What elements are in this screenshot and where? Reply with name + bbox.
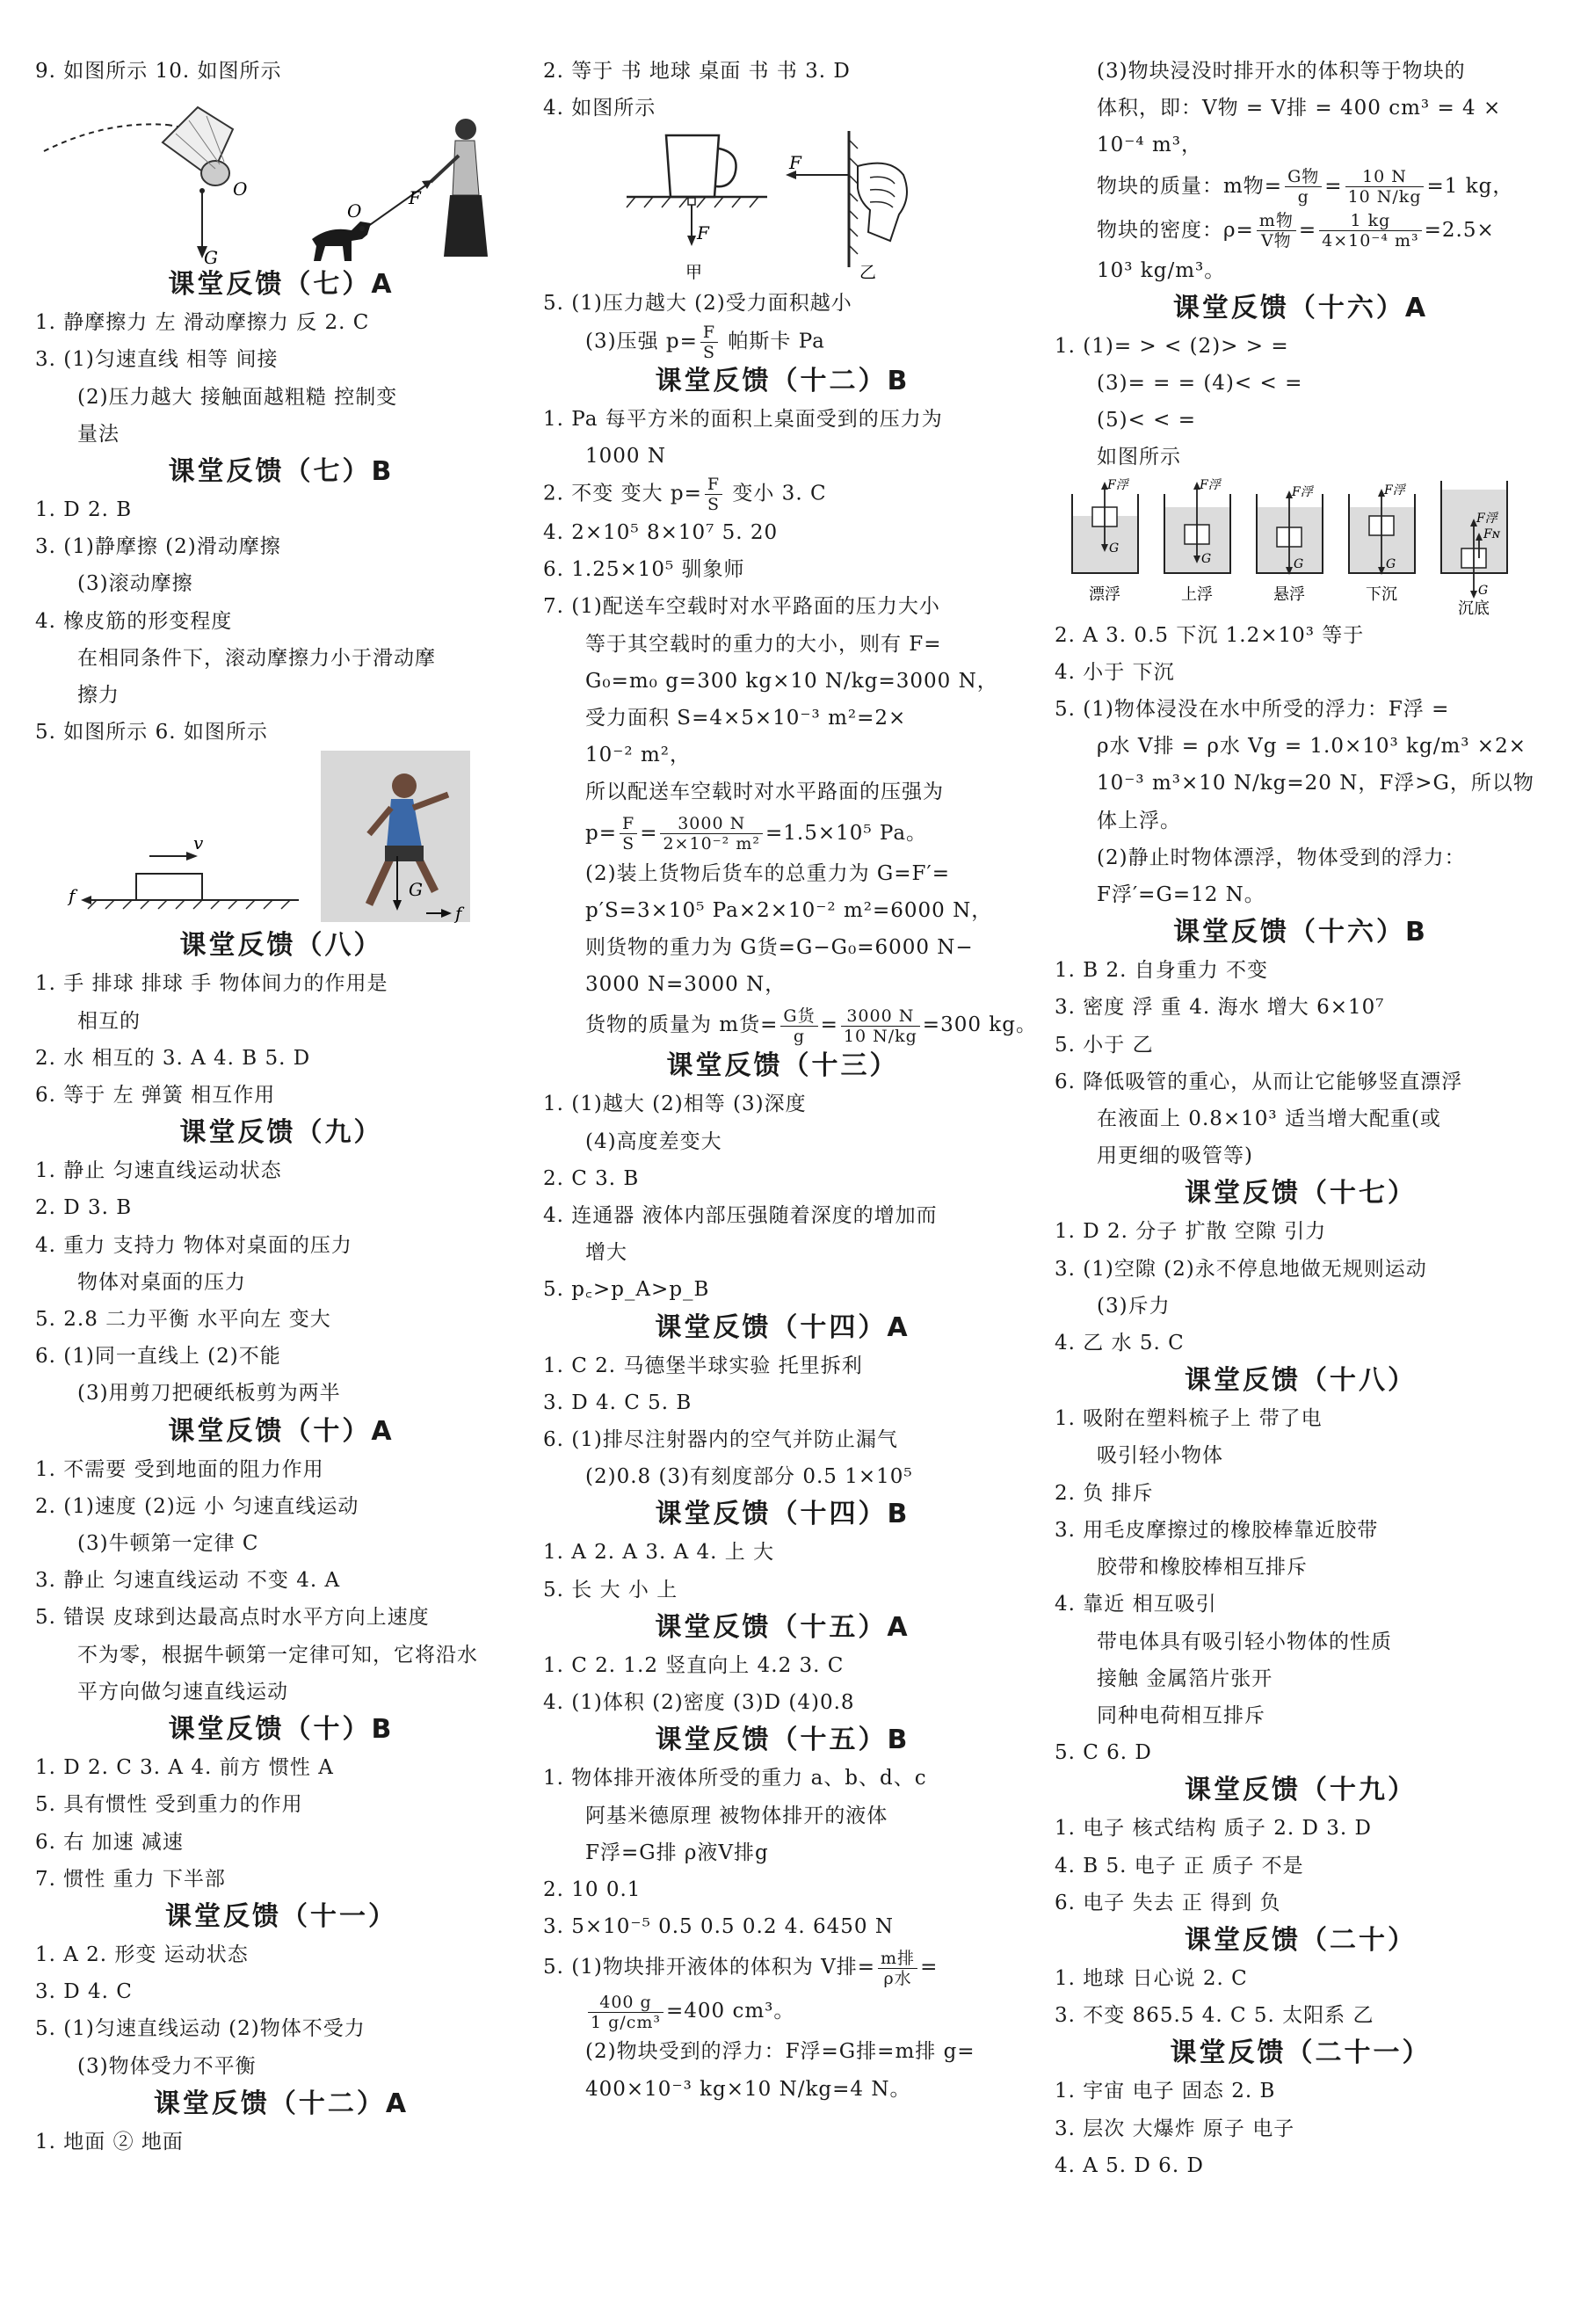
column-3 (1055, 53, 1547, 2184)
label-f: f (69, 885, 76, 907)
answer-line: 10⁻⁴ m³， (1097, 134, 1202, 157)
answer-line: (2)物块受到的浮力：F浮=G排=m排 g= (585, 2040, 975, 2064)
answer-line: 量法 (77, 422, 120, 446)
numerator: G物 (1285, 167, 1322, 187)
label-f-2: f (455, 903, 462, 925)
beaker-sunk (1441, 481, 1507, 599)
answer-line: 10⁻² m²， (585, 744, 691, 767)
caption-jia: 甲 (685, 263, 703, 283)
beaker-floating (1072, 478, 1138, 573)
answer-line: F浮′=G=12 N。 (1097, 883, 1265, 907)
answer-line: 在液面上 0.8×10³ 适当增大配重(或 (1097, 1108, 1441, 1131)
section-heading: 课堂反馈（十五）B (655, 1725, 910, 1756)
answer-line: 2. 负 排斥 (1055, 1481, 1154, 1505)
answer-line: 3. 静止 匀速直线运动 不变 4. A (35, 1569, 341, 1593)
answer-line: 4. B 5. 电子 正 质子 不是 (1055, 1854, 1304, 1877)
label-f: F (409, 187, 421, 209)
answer-line: 2. (1)速度 (2)远 小 匀速直线运动 (35, 1494, 359, 1518)
answer-line: 1. (1)= > < (2)> > = (1055, 334, 1289, 358)
section-heading: 课堂反馈（十二）B (655, 365, 910, 396)
answer-line: 1. D 2. C 3. A 4. 前方 惯性 A (35, 1756, 334, 1780)
denominator: 1 g/cm³ (591, 2012, 661, 2032)
answer-line-formula (543, 1003, 1037, 1047)
denominator: 10 N/kg (1347, 187, 1422, 207)
answer-line: 5. 长 大 小 上 (543, 1578, 678, 1601)
label-g: G (1109, 541, 1120, 556)
fraction (1257, 211, 1296, 251)
denominator: 2×10⁻² m² (663, 834, 760, 854)
answer-line: 4. 2×10⁵ 8×10⁷ 5. 20 (543, 521, 779, 545)
answer-line: 3. 不变 865.5 4. C 5. 太阳系 乙 (1055, 2004, 1374, 2028)
section-heading: 课堂反馈（十）A (168, 1415, 395, 1447)
answer-line: 1. 静止 匀速直线运动状态 (35, 1159, 282, 1183)
numerator: m物 (1257, 211, 1296, 231)
answer-line: 1. D 2. B (35, 498, 133, 522)
numerator: 400 g (588, 1993, 663, 2013)
answer-line-formula (543, 1945, 1022, 1989)
section-heading: 课堂反馈（十五）A (655, 1611, 910, 1643)
numerator: F (700, 323, 718, 343)
answer-line: 1. A 2. 形变 运动状态 (35, 1943, 249, 1966)
answer-line: 5. 2.8 二力平衡 水平向左 变大 (35, 1308, 331, 1332)
formula-text: p= (585, 821, 617, 845)
fraction (620, 814, 637, 853)
answer-line: (2)压力越大 接触面越粗糙 控制变 (77, 385, 398, 409)
answer-line: 6. 右 加速 减速 (35, 1830, 184, 1854)
answer-line: (2)装上货物后货车的总重力为 G=F′= (585, 861, 950, 885)
caption-yi: 乙 (859, 263, 877, 283)
section-heading: 课堂反馈（十）B (168, 1714, 395, 1746)
answer-line: 2. A 3. 0.5 下沉 1.2×10³ 等于 (1055, 623, 1365, 647)
answer-line: F浮=G排 ρ液V排g (585, 1841, 769, 1864)
section-heading: 课堂反馈（十四）A (655, 1311, 910, 1343)
fraction (841, 1006, 920, 1046)
answer-line: 3. 密度 浮 重 4. 海水 增大 6×10⁷ (1055, 996, 1385, 1020)
answer-line: 1. 手 排球 排球 手 物体间力的作用是 (35, 972, 388, 996)
answer-line: 受力面积 S=4×5×10⁻³ m²=2× (585, 707, 907, 730)
formula-text: 5. (1)物块排开液体的体积为 V排= (543, 1956, 876, 1979)
answer-line: 9. 如图所示 10. 如图所示 (35, 60, 282, 83)
denominator: S (707, 495, 720, 515)
numerator: G货 (780, 1006, 817, 1027)
formula-text: 帕斯卡 Pa (721, 330, 825, 353)
answer-line: 同种电荷相互排斥 (1097, 1703, 1265, 1727)
formula-text: = (820, 1013, 838, 1037)
section-heading: 课堂反馈（九） (179, 1117, 383, 1149)
caption-state: 沉底 (1458, 599, 1490, 617)
numerator: 1 kg (1319, 211, 1422, 231)
numerator: 3000 N (841, 1006, 920, 1027)
answer-line: 7. (1)配送车空载时对水平路面的压力大小 (543, 595, 940, 619)
section-heading: 课堂反馈（二十一） (1170, 2037, 1432, 2069)
label-f-2: F (789, 152, 801, 174)
label-ffu: F浮 (1200, 477, 1221, 492)
answer-line: 4. (1)体积 (2)密度 (3)D (4)0.8 (543, 1691, 855, 1715)
answer-line: 2. D 3. B (35, 1196, 133, 1220)
answer-line: 2. 水 相互的 3. A 4. B 5. D (35, 1046, 311, 1070)
beaker-rising (1164, 478, 1230, 573)
answer-line: G₀=m₀ g=300 kg×10 N/kg=3000 N， (585, 669, 998, 693)
answer-line: 增大 (585, 1241, 627, 1265)
label-o-2: O (347, 200, 362, 222)
answer-line: 3. 用毛皮摩擦过的橡胶棒靠近胶带 (1055, 1518, 1379, 1542)
answer-line: 1000 N (585, 444, 666, 468)
section-heading: 课堂反馈（十四）B (655, 1499, 910, 1530)
formula-text: =1.5×10⁵ Pa。 (765, 821, 928, 845)
answer-line: 4. 重力 支持力 物体对桌面的压力 (35, 1233, 352, 1257)
answer-line: 6. (1)同一直线上 (2)不能 (35, 1345, 281, 1369)
answer-line: 4. 如图所示 (543, 97, 656, 120)
denominator: S (622, 834, 635, 854)
answer-line: 1. 吸附在塑料梳子上 带了电 (1055, 1407, 1323, 1431)
answer-line-formula (1055, 208, 1547, 252)
answer-line: 1. 静摩擦力 左 滑动摩擦力 反 2. C (35, 311, 370, 335)
section-heading: 课堂反馈（十二）A (153, 2088, 410, 2119)
answer-line: 3. (1)匀速直线 相等 间接 (35, 348, 279, 372)
answer-line: 所以配送车空载时对水平路面的压强为 (585, 781, 944, 804)
caption-state: 悬浮 (1273, 585, 1305, 604)
answer-line: 1. C 2. 马德堡半球实验 托里拆利 (543, 1354, 863, 1377)
section-heading: 课堂反馈（十九） (1185, 1775, 1417, 1806)
answer-line: 3. 层次 大爆炸 原子 电子 (1055, 2117, 1295, 2140)
beaker-sinking (1349, 483, 1415, 575)
answer-line: 1. (1)越大 (2)相等 (3)深度 (543, 1093, 807, 1116)
label-ffu: F浮 (1384, 483, 1405, 497)
answer-line: 4. 小于 下沉 (1055, 660, 1175, 684)
formula-text: 变小 3. C (725, 482, 827, 505)
answer-line: 3. (1)静摩擦 (2)滑动摩擦 (35, 535, 281, 559)
answer-line: 吸引轻小物体 (1097, 1444, 1223, 1468)
answer-line: 等于其空载时的重力的大小，则有 F= (585, 632, 942, 656)
answer-line: 1. C 2. 1.2 竖直向上 4.2 3. C (543, 1653, 845, 1677)
label-ffu: F浮 (1107, 477, 1128, 492)
label-o: O (233, 178, 248, 200)
answer-line: 物体对桌面的压力 (77, 1270, 246, 1294)
answer-line: 5. 小于 乙 (1055, 1033, 1154, 1057)
answer-line: 6. 电子 失去 正 得到 负 (1055, 1891, 1281, 1914)
answer-line: 2. 10 0.1 (543, 1877, 642, 1901)
formula-text: 物块的密度：ρ= (1097, 218, 1254, 242)
formula-text: (3)压强 p= (585, 330, 698, 353)
formula-text: = (1324, 174, 1343, 198)
answer-line: 3000 N=3000 N， (585, 973, 787, 997)
answer-line: (2)静止时物体漂浮，物体受到的浮力： (1097, 846, 1466, 869)
fraction (1345, 167, 1425, 207)
fraction (705, 475, 722, 514)
formula-text: = (1298, 218, 1317, 242)
answer-line: (2)0.8 (3)有刻度部分 0.5 1×10⁵ (585, 1465, 913, 1489)
answer-line-formula (1055, 164, 1547, 208)
formula-text: 2. 不变 变大 p= (543, 482, 702, 505)
answer-line: (3)牛顿第一定律 C (77, 1532, 259, 1556)
answer-line: 1. 不需要 受到地面的阻力作用 (35, 1457, 324, 1481)
answer-line: 1. 电子 核式结构 质子 2. D 3. D (1055, 1817, 1372, 1841)
section-heading: 课堂反馈（十六）A (1172, 292, 1429, 323)
pressure-diagrams (543, 127, 1022, 285)
label-g: G (1386, 556, 1396, 571)
label-ffu: F浮 (1292, 484, 1313, 499)
fraction (588, 1993, 663, 2032)
formula-text: 物块的质量：m物= (1097, 174, 1283, 198)
answer-line: 6. 1.25×10⁵ 驯象师 (543, 558, 745, 582)
answer-line: 1. 地球 日心说 2. C (1055, 1966, 1248, 1990)
denominator: 4×10⁻⁴ m³ (1322, 231, 1419, 251)
answer-line: 带电体具有吸引轻小物体的性质 (1097, 1630, 1392, 1653)
answer-line: 3. (1)空隙 (2)永不停息地做无规则运动 (1055, 1257, 1427, 1281)
label-f: F (697, 222, 709, 244)
denominator: ρ水 (883, 1968, 912, 1988)
answer-line: 体上浮。 (1097, 809, 1181, 832)
buoyancy-figure (1055, 476, 1547, 617)
formula-text: 货物的质量为 m货= (585, 1013, 779, 1037)
answer-line: 阿基米德原理 被物体排开的液体 (585, 1804, 888, 1827)
column-2 (543, 53, 1037, 2108)
caption-state: 上浮 (1181, 585, 1213, 604)
answer-line: 3. D 4. C 5. B (543, 1391, 692, 1414)
answer-line: (3)物块浸没时排开水的体积等于物块的 (1097, 60, 1466, 83)
section-heading: 课堂反馈（十七） (1185, 1178, 1417, 1209)
fraction (1319, 211, 1422, 251)
answer-line: 4. A 5. D 6. D (1055, 2153, 1204, 2177)
answer-line: (4)高度差变大 (585, 1129, 722, 1153)
answer-line: 5. (1)压力越大 (2)受力面积越小 (543, 292, 852, 316)
figure-9-10 (35, 90, 527, 265)
column-1 (35, 53, 527, 2161)
section-heading: 课堂反馈（十一） (165, 1900, 397, 1932)
answer-line: (3)用剪刀把硬纸板剪为两半 (77, 1382, 341, 1405)
answer-line: 4. 连通器 液体内部压强随着深度的增加而 (543, 1204, 938, 1228)
section-heading: 课堂反馈（八） (179, 930, 383, 962)
answer-line-formula (543, 1989, 1022, 2033)
fraction (660, 814, 763, 853)
section-heading: 课堂反馈（二十） (1185, 1924, 1417, 1956)
woman-icon (431, 119, 488, 257)
answer-line-formula (543, 811, 1022, 855)
label-v: v (193, 832, 204, 854)
answer-line: 5. (1)物体浸没在水中所受的浮力：F浮 = (1055, 698, 1450, 722)
fraction (700, 323, 718, 362)
denominator: 10 N/kg (843, 1026, 917, 1046)
answer-line: 2. 等于 书 地球 桌面 书 书 3. D (543, 60, 851, 83)
label-g: G (1294, 556, 1304, 571)
denominator: g (1297, 187, 1309, 207)
caption-state: 漂浮 (1089, 585, 1120, 604)
answer-line: 4. 乙 水 5. C (1055, 1332, 1185, 1355)
answer-line: 则货物的重力为 G货=G−G₀=6000 N− (585, 936, 974, 960)
formula-text: =2.5× (1424, 218, 1495, 242)
denominator: S (702, 342, 715, 362)
section-heading: 课堂反馈（十八） (1185, 1365, 1417, 1397)
label-g: G (1201, 551, 1212, 566)
fraction (878, 1949, 917, 1988)
beaker-suspended (1257, 485, 1323, 575)
answer-line: (3)滚动摩擦 (77, 572, 193, 596)
answer-line: 5. (1)匀速直线运动 (2)物体不受力 (35, 2017, 366, 2041)
answer-line-formula (543, 475, 1022, 514)
answer-line: 平方向做匀速直线运动 (77, 1680, 288, 1703)
answer-line: 不为零，根据牛顿第一定律可知，它将沿水 (77, 1643, 478, 1667)
answer-line: 3. D 4. C (35, 1980, 133, 2004)
label-fn: Fɴ (1483, 527, 1500, 541)
section-heading: 课堂反馈（七）A (168, 269, 395, 301)
section-heading: 课堂反馈（七）B (168, 456, 395, 488)
denominator: g (793, 1026, 806, 1046)
block-shape (136, 874, 202, 900)
denominator: V物 (1260, 231, 1292, 251)
answer-line: (3)斥力 (1097, 1294, 1171, 1318)
answer-line: 10⁻³ m³×10 N/kg=20 N，F浮>G，所以物 (1097, 772, 1534, 795)
answer-line: 1. D 2. 分子 扩散 空隙 引力 (1055, 1220, 1327, 1244)
formula-text: = (640, 821, 658, 845)
section-heading: 课堂反馈（十三） (666, 1050, 899, 1082)
numerator: 3000 N (660, 814, 763, 834)
formula-text: =400 cm³。 (665, 2000, 795, 2023)
answer-line: 1. 物体排开液体所受的重力 a、b、d、c (543, 1767, 927, 1790)
answer-line: 10³ kg/m³。 (1097, 258, 1226, 282)
label-g: G (204, 247, 218, 266)
answer-line: 5. 错误 皮球到达最高点时水平方向上速度 (35, 1606, 430, 1630)
fraction (1285, 167, 1322, 207)
caption-state: 下沉 (1366, 585, 1397, 604)
cup-icon (666, 135, 719, 197)
numerator: F (620, 814, 637, 834)
formula-text: = (920, 1956, 939, 1979)
numerator: m排 (878, 1949, 917, 1969)
answer-line: 5. C 6. D (1055, 1741, 1152, 1765)
answer-line: 如图所示 (1097, 446, 1181, 469)
answer-line: 2. C 3. B (543, 1166, 640, 1190)
answer-line: 4. 靠近 相互吸引 (1055, 1593, 1217, 1616)
hand-icon (858, 163, 907, 241)
label-g: G (409, 879, 423, 901)
answer-line: (5)< < = (1097, 409, 1197, 432)
answer-line: 用更细的吸管等) (1097, 1144, 1253, 1168)
buoyancy-states-diagram (1055, 476, 1547, 617)
answer-line: 3. 5×10⁻⁵ 0.5 0.5 0.2 4. 6450 N (543, 1915, 894, 1939)
answer-line: 1. A 2. A 3. A 4. 上 大 (543, 1541, 775, 1565)
answer-line: 擦力 (77, 684, 120, 708)
answer-line: 6. 等于 左 弹簧 相互作用 (35, 1084, 276, 1108)
answer-line: 1. Pa 每平方米的面积上桌面受到的压力为 (543, 407, 943, 431)
answer-line: 1. 宇宙 电子 固态 2. B (1055, 2080, 1276, 2103)
answer-line: 6. 降低吸管的重心，从而让它能够竖直漂浮 (1055, 1070, 1463, 1093)
numerator: 10 N (1345, 167, 1425, 187)
answer-line-formula (543, 323, 1022, 362)
label-g: G (1478, 583, 1489, 598)
answer-line: 在相同条件下，滚动摩擦力小于滑动摩 (77, 646, 436, 670)
answer-line: 5. 具有惯性 受到重力的作用 (35, 1793, 303, 1817)
answer-line: 相互的 (77, 1009, 141, 1033)
force-diagrams-9-10 (35, 90, 527, 265)
answer-line: 7. 惯性 重力 下半部 (35, 1867, 226, 1891)
shuttlecock-icon (163, 107, 233, 185)
answer-line: 5. p꜀>p_A>p_B (543, 1278, 710, 1302)
label-ffu: F浮 (1476, 511, 1497, 526)
formula-text: =300 kg。 (922, 1013, 1037, 1037)
fraction (780, 1006, 817, 1046)
answer-line: (3)物体受力不平衡 (77, 2054, 257, 2078)
force-diagrams-5-6 (35, 751, 527, 926)
numerator: F (705, 475, 722, 495)
answer-line: 5. 如图所示 6. 如图所示 (35, 721, 268, 744)
answer-line: 1. B 2. 自身重力 不变 (1055, 959, 1269, 983)
answer-line: p′S=3×10⁵ Pa×2×10⁻² m²=6000 N， (585, 898, 993, 922)
answer-line: 胶带和橡胶棒相互排斥 (1097, 1556, 1308, 1580)
answer-line: (3)= = = (4)< < = (1097, 372, 1303, 396)
formula-text: =1 kg， (1426, 174, 1514, 198)
answer-line: 400×10⁻³ kg×10 N/kg=4 N。 (585, 2077, 911, 2101)
figure-5-6 (35, 751, 527, 926)
answer-line: ρ水 V排 = ρ水 Vg = 1.0×10³ kg/m³ ×2× (1097, 735, 1526, 759)
figure-4 (543, 127, 1022, 285)
section-heading: 课堂反馈（十六）B (1173, 917, 1428, 948)
answer-line: 4. 橡皮筋的形变程度 (35, 609, 233, 633)
answer-line: 6. (1)排尽注射器内的空气并防止漏气 (543, 1428, 898, 1452)
answer-line: 接触 金属箔片张开 (1097, 1667, 1273, 1690)
answer-line: 1. 地面 ② 地面 (35, 2130, 184, 2153)
answer-line: 体积，即：V物 = V排 = 400 cm³ = 4 × (1097, 97, 1502, 120)
